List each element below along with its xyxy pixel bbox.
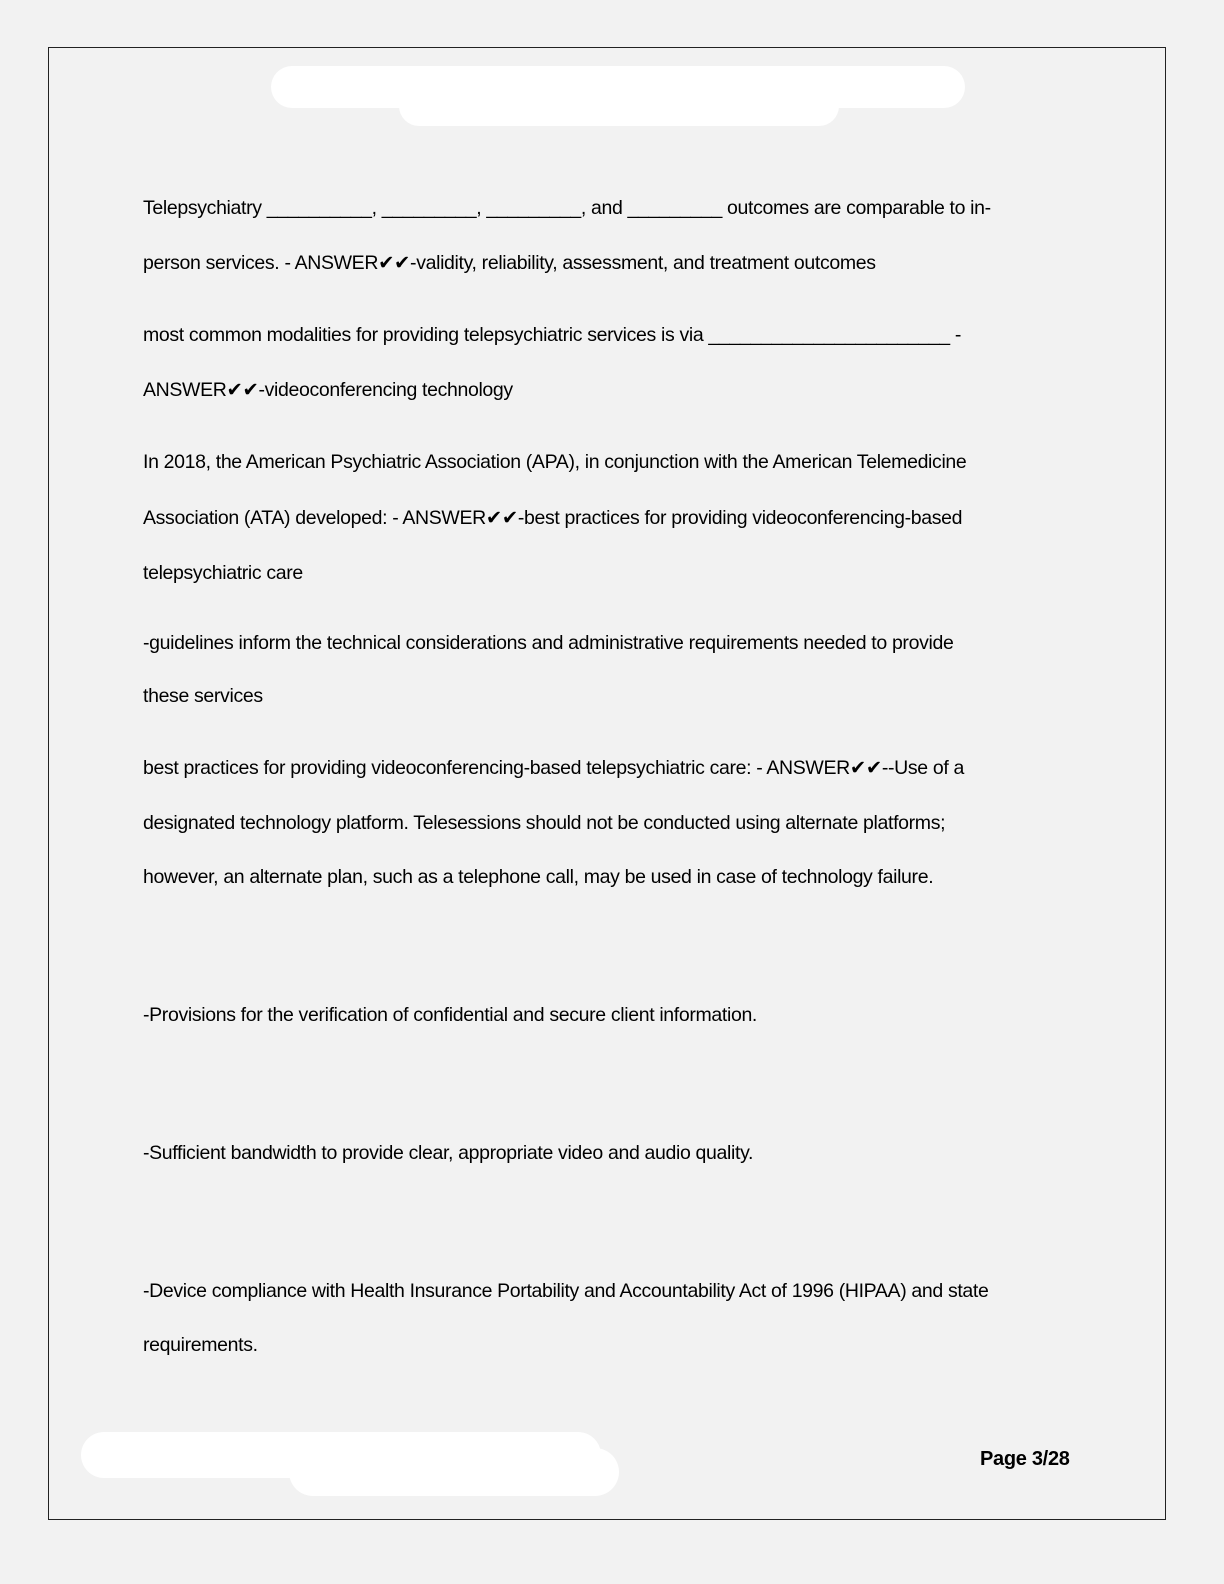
text-line: -Provisions for the verification of confidential and secure client information. xyxy=(143,1004,758,1026)
text-line: In 2018, the American Psychiatric Association (APA), in conjunction with the American Telemedicine xyxy=(143,451,967,473)
text-line: -Sufficient bandwidth to provide clear, appropriate video and audio quality. xyxy=(143,1142,754,1164)
redacted-footer-block xyxy=(289,1448,619,1496)
text-line: best practices for providing videoconferencing-based telepsychiatric care: - ANSWER✔✔--Use of a xyxy=(143,757,964,779)
text-line: -Device compliance with Health Insurance Portability and Accountability Act of 1996 (HIPAA) and state xyxy=(143,1280,989,1302)
text-line: ANSWER✔✔-videoconferencing technology xyxy=(143,379,513,401)
text-line: most common modalities for providing telepsychiatric services is via _______________________ - xyxy=(143,324,961,346)
text-line: requirements. xyxy=(143,1334,258,1356)
redacted-header-block xyxy=(399,86,839,126)
document-page xyxy=(48,47,1166,1520)
text-line: -guidelines inform the technical considerations and administrative requirements needed to provide xyxy=(143,632,954,654)
text-line: these services xyxy=(143,685,263,707)
page-number: Page 3/28 xyxy=(980,1448,1070,1470)
text-line: however, an alternate plan, such as a telephone call, may be used in case of technology failure. xyxy=(143,866,934,888)
text-line: Telepsychiatry __________, _________, _________, and _________ outcomes are comparable to in- xyxy=(143,197,991,219)
text-line: designated technology platform. Telesessions should not be conducted using alternate platforms; xyxy=(143,812,946,834)
text-line: telepsychiatric care xyxy=(143,562,303,584)
text-line: Association (ATA) developed: - ANSWER✔✔-best practices for providing videoconferencing-based xyxy=(143,507,963,529)
text-line: person services. - ANSWER✔✔-validity, reliability, assessment, and treatment outcomes xyxy=(143,252,876,274)
